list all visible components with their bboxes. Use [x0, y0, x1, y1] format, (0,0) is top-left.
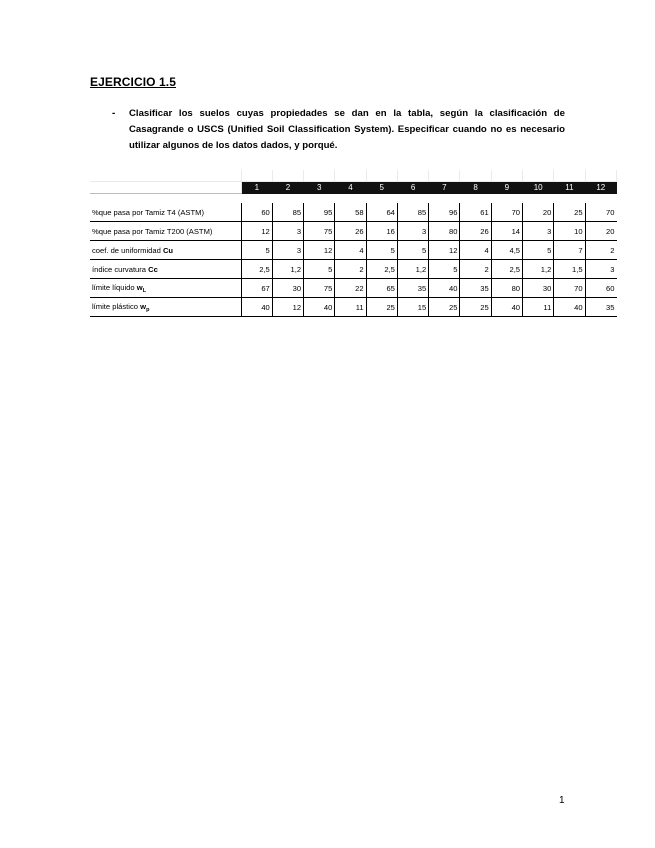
table-cell: 5 [429, 260, 460, 279]
table-cell: 3 [397, 222, 428, 241]
table-cell: 15 [397, 298, 428, 317]
table-cell: 3 [272, 241, 303, 260]
soil-properties-table [90, 170, 617, 335]
table-cell: 70 [554, 279, 585, 298]
table-cell: 75 [304, 222, 335, 241]
table-cell: 60 [585, 279, 616, 298]
row-label-text: límite plástico [92, 301, 139, 311]
table-cell: 26 [335, 222, 366, 241]
column-header-7: 7 [429, 182, 460, 194]
column-header-10: 10 [523, 182, 554, 194]
table-cell: 40 [241, 298, 272, 317]
table-cell: 58 [335, 203, 366, 222]
table-cell: 80 [429, 222, 460, 241]
column-header-1: 1 [241, 182, 272, 194]
table-row [90, 298, 617, 317]
spacer-cell [90, 194, 617, 204]
column-header-4: 4 [335, 182, 366, 194]
empty-cell [585, 170, 616, 182]
table-cell: 25 [554, 203, 585, 222]
table-cell: 2 [585, 241, 616, 260]
row-label-symbol: w [136, 282, 143, 292]
exercise-title: EJERCICIO 1.5 [90, 75, 176, 89]
table-cell: 64 [366, 203, 397, 222]
empty-cell [397, 170, 428, 182]
table-cell: 3 [272, 222, 303, 241]
table-cell: 1,2 [272, 260, 303, 279]
table-cell: 2,5 [491, 260, 522, 279]
table-cell: 5 [397, 241, 428, 260]
row-label [90, 203, 241, 222]
empty-cell [554, 170, 585, 182]
empty-cell [491, 170, 522, 182]
header-blank-cell [90, 182, 241, 194]
table-cell: 22 [335, 279, 366, 298]
table-cell: 35 [460, 279, 491, 298]
row-label-text: límite líquido [92, 282, 135, 292]
empty-cell [460, 170, 491, 182]
table-cell: 4 [335, 241, 366, 260]
bullet-dash: - [112, 108, 116, 119]
table-cell: 40 [554, 298, 585, 317]
row-label-symbol: Cc [148, 264, 158, 274]
empty-cell [304, 170, 335, 182]
table-cell: 96 [429, 203, 460, 222]
table-cell: 40 [304, 298, 335, 317]
table-cell: 67 [241, 279, 272, 298]
empty-cell [90, 170, 241, 182]
table-cell: 7 [554, 241, 585, 260]
table-cell: 25 [460, 298, 491, 317]
table-cell: 11 [335, 298, 366, 317]
table-cell: 61 [460, 203, 491, 222]
table-cell: 26 [460, 222, 491, 241]
table-cell: 12 [272, 298, 303, 317]
row-label-text: índice curvatura [92, 264, 147, 274]
table-cell: 95 [304, 203, 335, 222]
exercise-instruction: Clasificar los suelos cuyas propiedades se dan en la tabla, según la clasificación de Casagrande o USCS (Unified Soil Classification System). Especificar cuando no es necesario utilizar algunos de los datos dados, y porqué. [129, 108, 565, 151]
table-header-row [90, 182, 617, 194]
row-label [90, 260, 241, 279]
table-cell: 12 [429, 241, 460, 260]
row-label [90, 279, 241, 298]
table-cell: 12 [304, 241, 335, 260]
table-cell: 5 [366, 241, 397, 260]
table-cell: 3 [523, 222, 554, 241]
row-label-text: coef. de uniformidad [92, 245, 161, 255]
row-label-symbol: w [140, 301, 147, 311]
column-header-8: 8 [460, 182, 491, 194]
table-cell: 14 [491, 222, 522, 241]
table-row [90, 260, 617, 279]
row-label-text: %que pasa por Tamiz T200 (ASTM) [92, 226, 213, 236]
table-cell: 1,2 [397, 260, 428, 279]
table-cell: 80 [491, 279, 522, 298]
empty-cell [523, 170, 554, 182]
empty-cell [366, 170, 397, 182]
row-label-text: %que pasa por Tamiz T4 (ASTM) [92, 207, 204, 217]
table-cell: 2 [335, 260, 366, 279]
table-cell: 2 [460, 260, 491, 279]
table-cell: 25 [366, 298, 397, 317]
row-label [90, 241, 241, 260]
table-cell: 10 [554, 222, 585, 241]
table-cell: 1,2 [523, 260, 554, 279]
row-label-symbol: Cu [162, 245, 174, 255]
empty-cell [429, 170, 460, 182]
table-cell: 16 [366, 222, 397, 241]
table-cell: 1,5 [554, 260, 585, 279]
table-cell: 30 [272, 279, 303, 298]
table-cell: 35 [585, 298, 616, 317]
column-header-12: 12 [585, 182, 616, 194]
table-cell: 75 [304, 279, 335, 298]
column-header-9: 9 [491, 182, 522, 194]
table-cell: 85 [397, 203, 428, 222]
column-header-5: 5 [366, 182, 397, 194]
table-cell: 4,5 [491, 241, 522, 260]
table-row [90, 279, 617, 298]
table-cell: 40 [491, 298, 522, 317]
table-cell: 40 [429, 279, 460, 298]
table-cell: 12 [241, 222, 272, 241]
empty-grid-row [90, 170, 617, 182]
table-cell: 3 [585, 260, 616, 279]
table-cell: 2,5 [366, 260, 397, 279]
column-header-11: 11 [554, 182, 585, 194]
row-label [90, 222, 241, 241]
table-cell: 85 [272, 203, 303, 222]
table-cell: 30 [523, 279, 554, 298]
row-label [90, 298, 241, 317]
table-row [90, 203, 617, 222]
row-label-subscript: p [146, 306, 150, 313]
table-cell: 70 [585, 203, 616, 222]
empty-cell [335, 170, 366, 182]
table-cell: 20 [585, 222, 616, 241]
table-cell: 70 [491, 203, 522, 222]
column-header-3: 3 [304, 182, 335, 194]
table-cell: 35 [397, 279, 428, 298]
table-cell: 4 [460, 241, 491, 260]
table-cell: 60 [241, 203, 272, 222]
row-label-subscript: L [142, 287, 147, 294]
table-row [90, 222, 617, 241]
table-cell: 65 [366, 279, 397, 298]
table-cell: 5 [523, 241, 554, 260]
column-header-2: 2 [272, 182, 303, 194]
page-number: 1 [559, 795, 565, 806]
empty-cell [272, 170, 303, 182]
empty-cell [241, 170, 272, 182]
table-cell: 25 [429, 298, 460, 317]
table-cell: 2,5 [241, 260, 272, 279]
table-cell: 5 [241, 241, 272, 260]
table-cell: 20 [523, 203, 554, 222]
table-cell: 5 [304, 260, 335, 279]
table-cell: 11 [523, 298, 554, 317]
table-row [90, 241, 617, 260]
column-header-6: 6 [397, 182, 428, 194]
